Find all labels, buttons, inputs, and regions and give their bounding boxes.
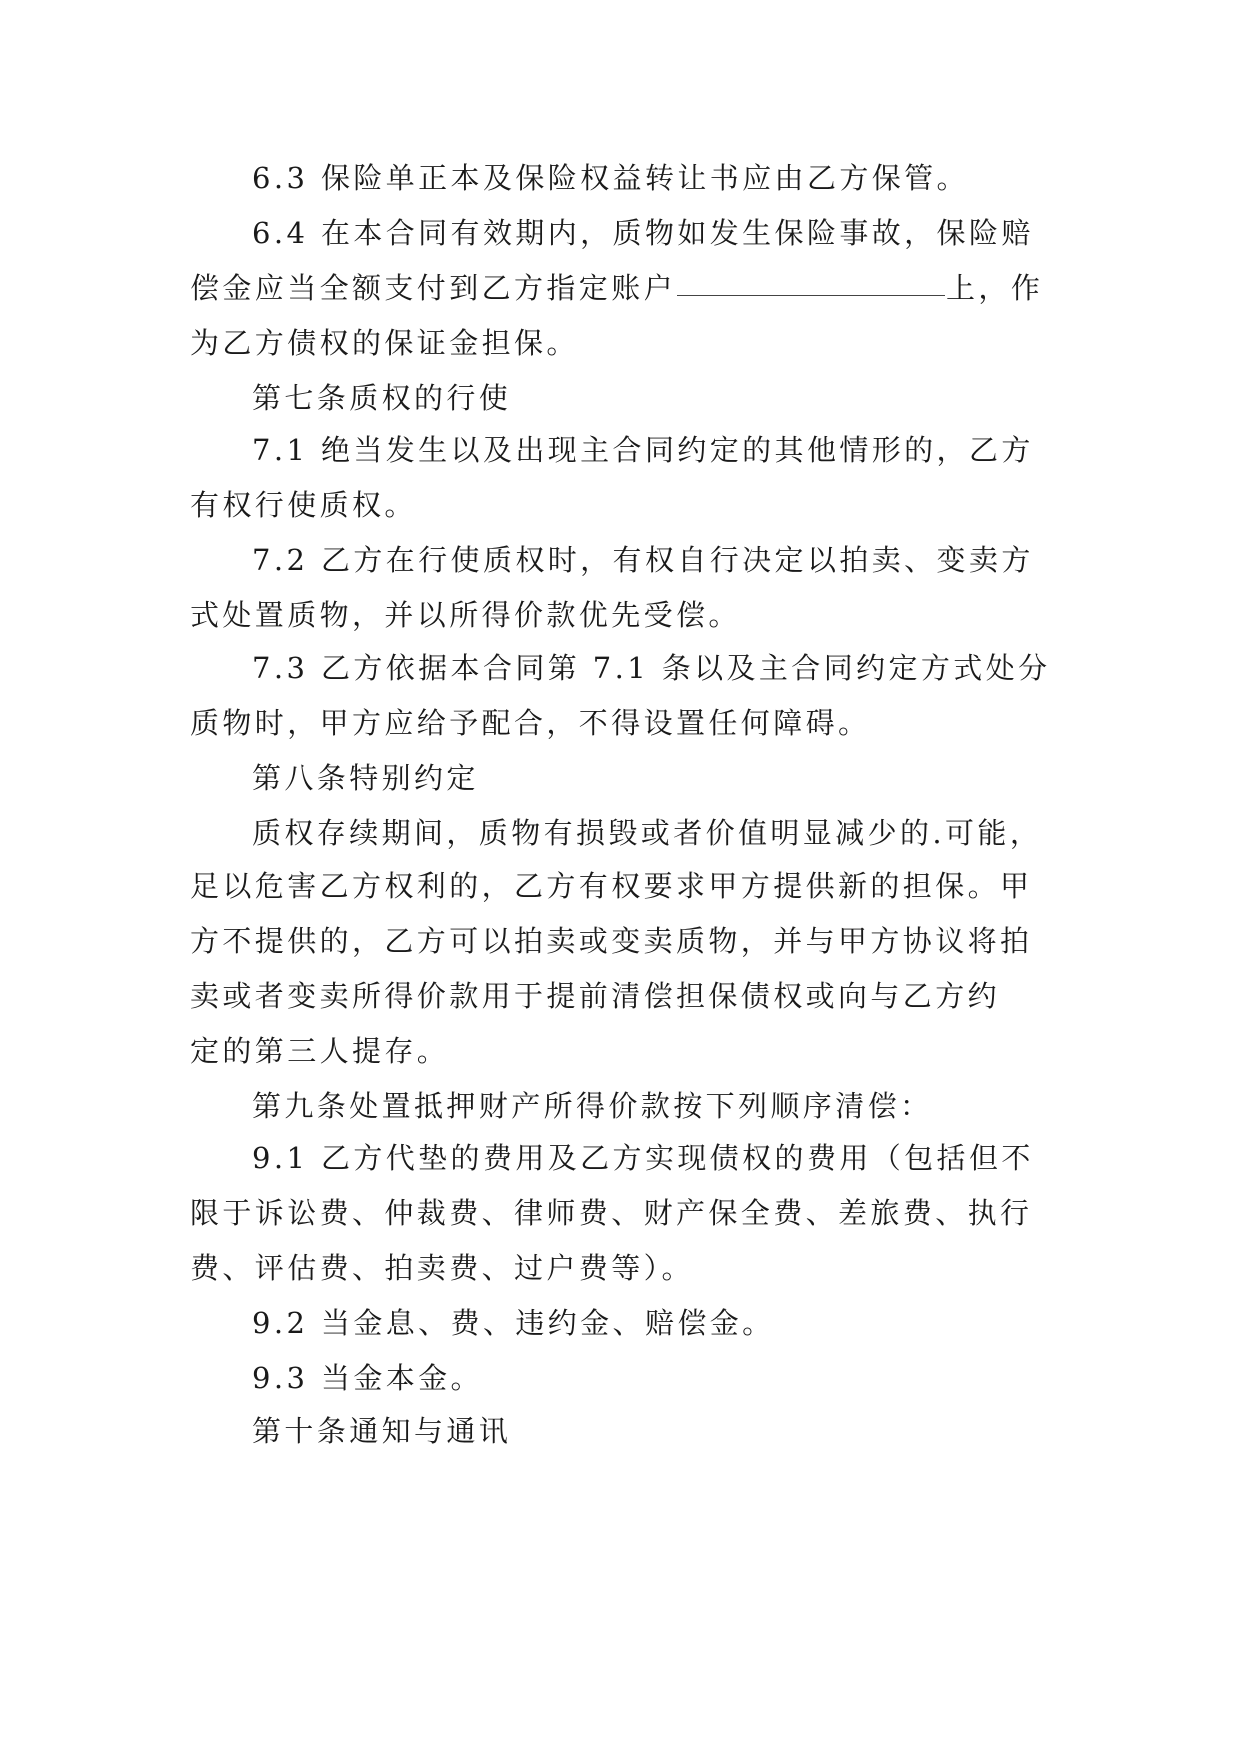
paragraph-7-1-line-2: 有权行使质权。 — [190, 488, 417, 522]
account-blank-field — [677, 294, 945, 296]
paragraph-7-3-line-1: 7.3 乙方依据本合同第 7.1 条以及主合同约定方式处分 — [252, 651, 1051, 685]
paragraph-7-1-line-1: 7.1 绝当发生以及出现主合同约定的其他情形的，乙方 — [252, 433, 1034, 467]
paragraph-8-line-5: 定的第三人提存。 — [190, 1034, 450, 1068]
paragraph-8-line-2: 足以危害乙方权利的，乙方有权要求甲方提供新的担保。甲 — [190, 869, 1033, 903]
paragraph-7-2-line-2: 式处置质物，并以所得价款优先受偿。 — [190, 598, 741, 632]
paragraph-6-4-text-before-blank: 偿金应当全额支付到乙方指定账户 — [190, 271, 677, 305]
paragraph-6-4-line-3: 为乙方债权的保证金担保。 — [190, 326, 579, 360]
paragraph-9-1-line-2: 限于诉讼费、仲裁费、律师费、财产保全费、差旅费、执行 — [190, 1196, 1033, 1230]
paragraph-9-2: 9.2 当金息、费、违约金、赔偿金。 — [252, 1306, 775, 1340]
article-7-heading: 第七条质权的行使 — [252, 381, 512, 415]
paragraph-8-line-1: 质权存续期间，质物有损毁或者价值明显减少的.可能， — [252, 816, 1043, 850]
paragraph-7-3-line-2: 质物时，甲方应给予配合，不得设置任何障碍。 — [190, 706, 871, 740]
paragraph-6-4-line-1: 6.4 在本合同有效期内，质物如发生保险事故，保险赔 — [252, 216, 1034, 250]
paragraph-6-3: 6.3 保险单正本及保险权益转让书应由乙方保管。 — [252, 161, 969, 195]
paragraph-9-3: 9.3 当金本金。 — [252, 1361, 483, 1395]
paragraph-7-2-line-1: 7.2 乙方在行使质权时，有权自行决定以拍卖、变卖方 — [252, 543, 1034, 577]
article-9-heading: 第九条处置抵押财产所得价款按下列顺序清偿： — [252, 1089, 933, 1123]
paragraph-9-1-line-3: 费、评估费、拍卖费、过户费等）。 — [190, 1251, 694, 1285]
paragraph-6-4-line-2 — [190, 268, 1043, 308]
article-10-heading: 第十条通知与通讯 — [252, 1414, 512, 1448]
paragraph-6-4-text-after-blank: 上，作 — [946, 271, 1044, 305]
paragraph-8-line-3: 方不提供的，乙方可以拍卖或变卖质物，并与甲方协议将拍 — [190, 924, 1033, 958]
paragraph-9-1-line-1: 9.1 乙方代垫的费用及乙方实现债权的费用（包括但不 — [252, 1141, 1034, 1175]
paragraph-8-line-4: 卖或者变卖所得价款用于提前清偿担保债权或向与乙方约 — [190, 979, 1001, 1013]
article-8-heading: 第八条特别约定 — [252, 761, 479, 795]
